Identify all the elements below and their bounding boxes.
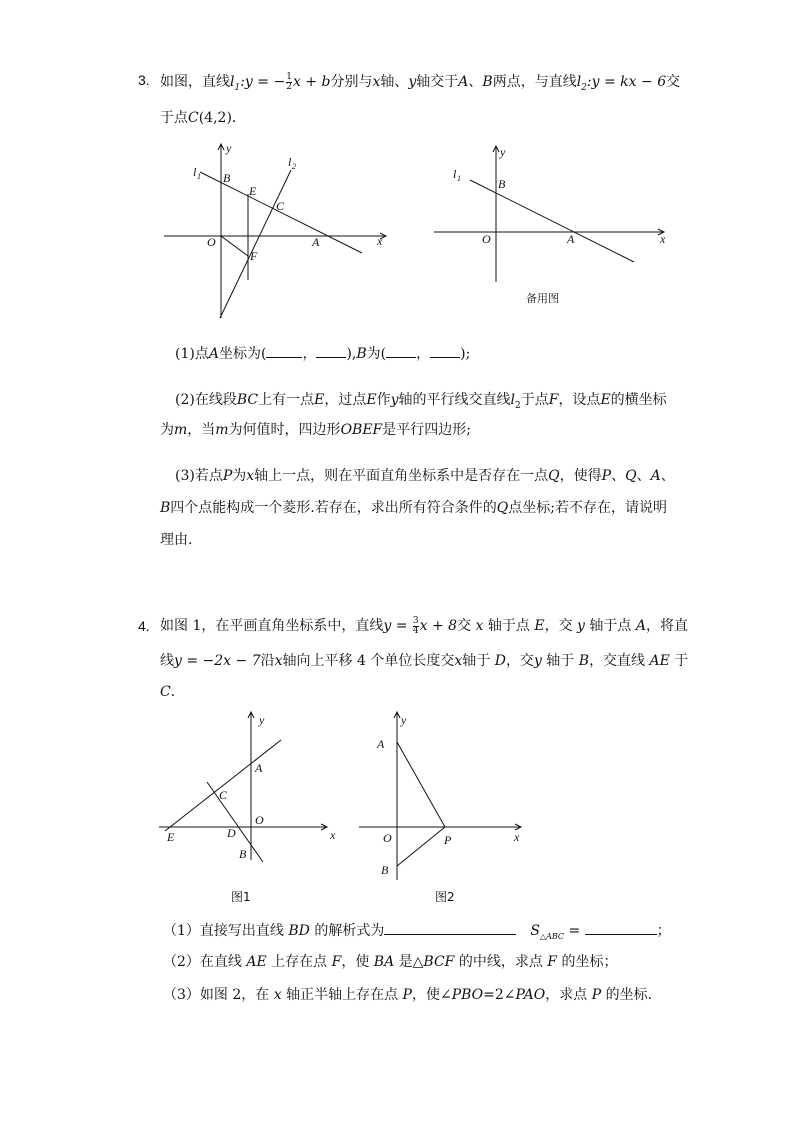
label-x: x — [330, 828, 336, 842]
label-o: O — [255, 813, 264, 827]
segment-of — [221, 236, 248, 256]
caption-fig1: 图1 — [231, 890, 251, 904]
label-x: x — [660, 232, 666, 246]
q3-part2-line1: (2)在线段BC上有一点E，过点E作y轴的平行线交直线$l_2$于点F，设点E的横坐标 — [175, 392, 667, 411]
q4-stem-line2: 线y = −2x − 7沿x轴向上平移 4 个单位长度交x轴于 D，交y 轴于 B，交直线 AE 于 — [160, 653, 689, 669]
label-y: y — [259, 713, 265, 727]
label-a: A — [567, 232, 575, 246]
label-a: A — [255, 761, 263, 775]
blank-a-y[interactable] — [316, 343, 346, 358]
label-e: E — [249, 184, 257, 198]
label-f: F — [250, 249, 258, 263]
blank-b-y[interactable] — [430, 343, 460, 358]
label-o: O — [383, 831, 392, 845]
frac-one-half: $\frac{1}{2}$ — [286, 71, 292, 92]
label-l1: l — [453, 167, 457, 181]
caption-backup: 备用图 — [526, 292, 559, 305]
label-p: P — [444, 833, 452, 847]
frac-three-quarters: $\frac{3}{4}$ — [412, 615, 419, 636]
label-l1-sub: 1 — [457, 174, 461, 183]
label-l2-sub: 2 — [292, 162, 296, 171]
label-x: x — [514, 830, 520, 844]
label-c: C — [219, 788, 228, 802]
label-o: O — [482, 232, 491, 246]
label-a: A — [377, 737, 385, 751]
q3-part3-line1: (3)若点P为x轴上一点，则在平面直角坐标系中是否存在一点Q，使得P、Q、A、 — [175, 468, 675, 484]
label-l1: l — [193, 165, 197, 179]
label-d: D — [227, 826, 236, 840]
q4-part3: （3）如图 2，在 x 轴正半轴上存在点 P，使∠PBO=2∠PAO，求点 P 的坐标． — [163, 987, 662, 1003]
q4-part2: （2）在直线 AE 上存在点 F，使 BA 是△BCF 的中线，求点 F 的坐标； — [163, 954, 618, 970]
q3-figure-backup — [430, 140, 675, 310]
label-b: B — [223, 171, 231, 185]
label-y: y — [226, 141, 232, 155]
label-x: x — [377, 234, 383, 248]
q4-part1: （1）直接写出直线 BD 的解析式为 $S_{\triangle ABC}$ = ； — [163, 920, 671, 947]
label-y: y — [401, 713, 407, 727]
q4-figure-1 — [155, 708, 345, 908]
label-l2: l — [288, 155, 292, 169]
label-a: A — [312, 235, 320, 249]
q3-number: 3. — [138, 72, 150, 88]
q3-part3-line3: 理由. — [160, 532, 193, 548]
label-e: E — [167, 830, 175, 844]
q4-stem-line3: C． — [160, 684, 185, 700]
blank-area-abc[interactable] — [585, 920, 657, 935]
label-l1-sub: 1 — [197, 172, 201, 181]
label-c: C — [276, 199, 285, 213]
q4-figure-2 — [355, 708, 530, 908]
label-b: B — [498, 177, 506, 191]
label-b: B — [239, 847, 247, 861]
q3-stem-line1: 如图，直线$l_1:y$ = − $\frac{1}{2}$ x + b分别与x轴、y轴交于A、B两点，与直线$l_2:y$ = kx − 6交 — [160, 71, 681, 93]
blank-a-x[interactable] — [266, 343, 302, 358]
q3-part2-line2: 为m，当m为何值时，四边形OBEF是平行四边形; — [160, 422, 471, 438]
segment-bp — [397, 827, 445, 866]
label-b: B — [381, 863, 389, 877]
q3-part1: (1)点A坐标为( ， ),B为( ， ); — [175, 343, 470, 364]
segment-ap — [397, 742, 445, 827]
blank-bd-equation[interactable] — [384, 920, 516, 935]
q3-stem-line2: 于点C(4,2). — [160, 110, 237, 126]
q3-part3-line2: B四个点能构成一个菱形.若存在，求出所有符合条件的Q点坐标;若不存在，请说明 — [160, 500, 667, 516]
line-l1 — [470, 180, 634, 262]
label-y: y — [500, 145, 506, 159]
q4-number: 4. — [138, 618, 150, 634]
caption-fig2: 图2 — [435, 890, 455, 904]
q4-stem-line1: 如图 1，在平画直角坐标系中，直线y = $\frac{3}{4}$ x + 8交 x 轴于点 E，交 y 轴于点 A，将直 — [160, 615, 688, 636]
q3-figure-main — [160, 140, 400, 322]
label-o: O — [207, 235, 216, 249]
blank-b-x[interactable] — [386, 343, 416, 358]
